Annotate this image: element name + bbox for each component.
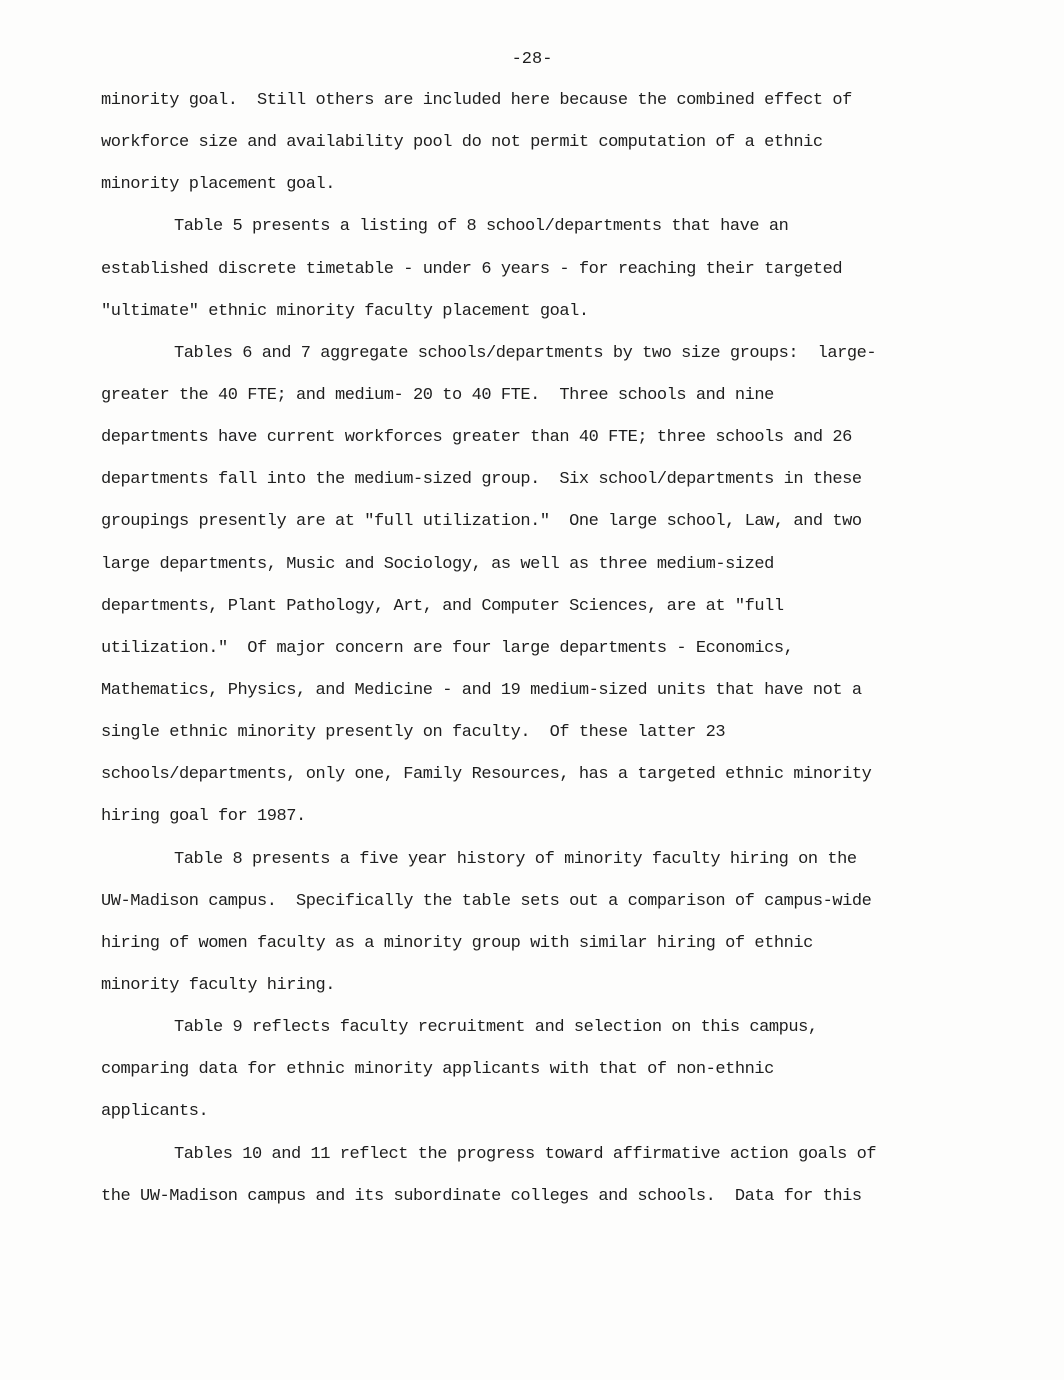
text-line: greater the 40 FTE; and medium- 20 to 40 FTE. Three schools and nine xyxy=(101,385,774,405)
text-line: the UW-Madison campus and its subordinate colleges and schools. Data for this xyxy=(101,1186,862,1206)
text-line: Tables 10 and 11 reflect the progress toward affirmative action goals of xyxy=(174,1144,877,1164)
paragraph xyxy=(101,214,981,340)
text-line: "ultimate" ethnic minority faculty placement goal. xyxy=(101,301,589,321)
text-line: large departments, Music and Sociology, as well as three medium-sized xyxy=(101,554,774,574)
text-line: hiring of women faculty as a minority group with similar hiring of ethnic xyxy=(101,933,813,953)
paragraph xyxy=(101,341,981,847)
paragraph xyxy=(101,1142,981,1226)
text-line: minority placement goal. xyxy=(101,175,336,195)
text-line: workforce size and availability pool do not permit computation of a ethnic xyxy=(101,133,823,153)
body-text xyxy=(101,88,981,1226)
text-line: single ethnic minority presently on faculty. Of these latter 23 xyxy=(101,723,726,743)
text-line: groupings presently are at "full utilization." One large school, Law, and two xyxy=(101,512,862,532)
text-line: departments have current workforces greater than 40 FTE; three schools and 26 xyxy=(101,428,852,448)
text-line: minority goal. Still others are included here because the combined effect of xyxy=(101,91,852,110)
text-line: utilization." Of major concern are four large departments - Economics, xyxy=(101,638,794,658)
text-line: Table 9 reflects faculty recruitment and selection on this campus, xyxy=(174,1018,818,1038)
text-line: departments fall into the medium-sized group. Six school/departments in these xyxy=(101,470,862,490)
text-line: departments, Plant Pathology, Art, and Computer Sciences, are at "full xyxy=(101,596,784,616)
paragraph xyxy=(101,1015,981,1141)
text-line: Tables 6 and 7 aggregate schools/departments by two size groups: large- xyxy=(174,343,877,363)
text-line: Mathematics, Physics, and Medicine - and 19 medium-sized units that have not a xyxy=(101,680,862,700)
text-line: UW-Madison campus. Specifically the table sets out a comparison of campus-wide xyxy=(101,891,872,911)
text-line: Table 5 presents a listing of 8 school/departments that have an xyxy=(174,217,789,237)
page-number: -28- xyxy=(511,50,553,69)
text-line: minority faculty hiring. xyxy=(101,975,336,995)
text-line: hiring goal for 1987. xyxy=(101,807,306,827)
paragraph xyxy=(101,847,981,1016)
text-line: applicants. xyxy=(101,1102,209,1122)
text-line: comparing data for ethnic minority applicants with that of non-ethnic xyxy=(101,1060,774,1080)
text-line: Table 8 presents a five year history of minority faculty hiring on the xyxy=(174,849,857,869)
paragraph xyxy=(101,88,981,214)
text-line: schools/departments, only one, Family Resources, has a targeted ethnic minority xyxy=(101,765,872,785)
text-line: established discrete timetable - under 6 years - for reaching their targeted xyxy=(101,259,843,279)
